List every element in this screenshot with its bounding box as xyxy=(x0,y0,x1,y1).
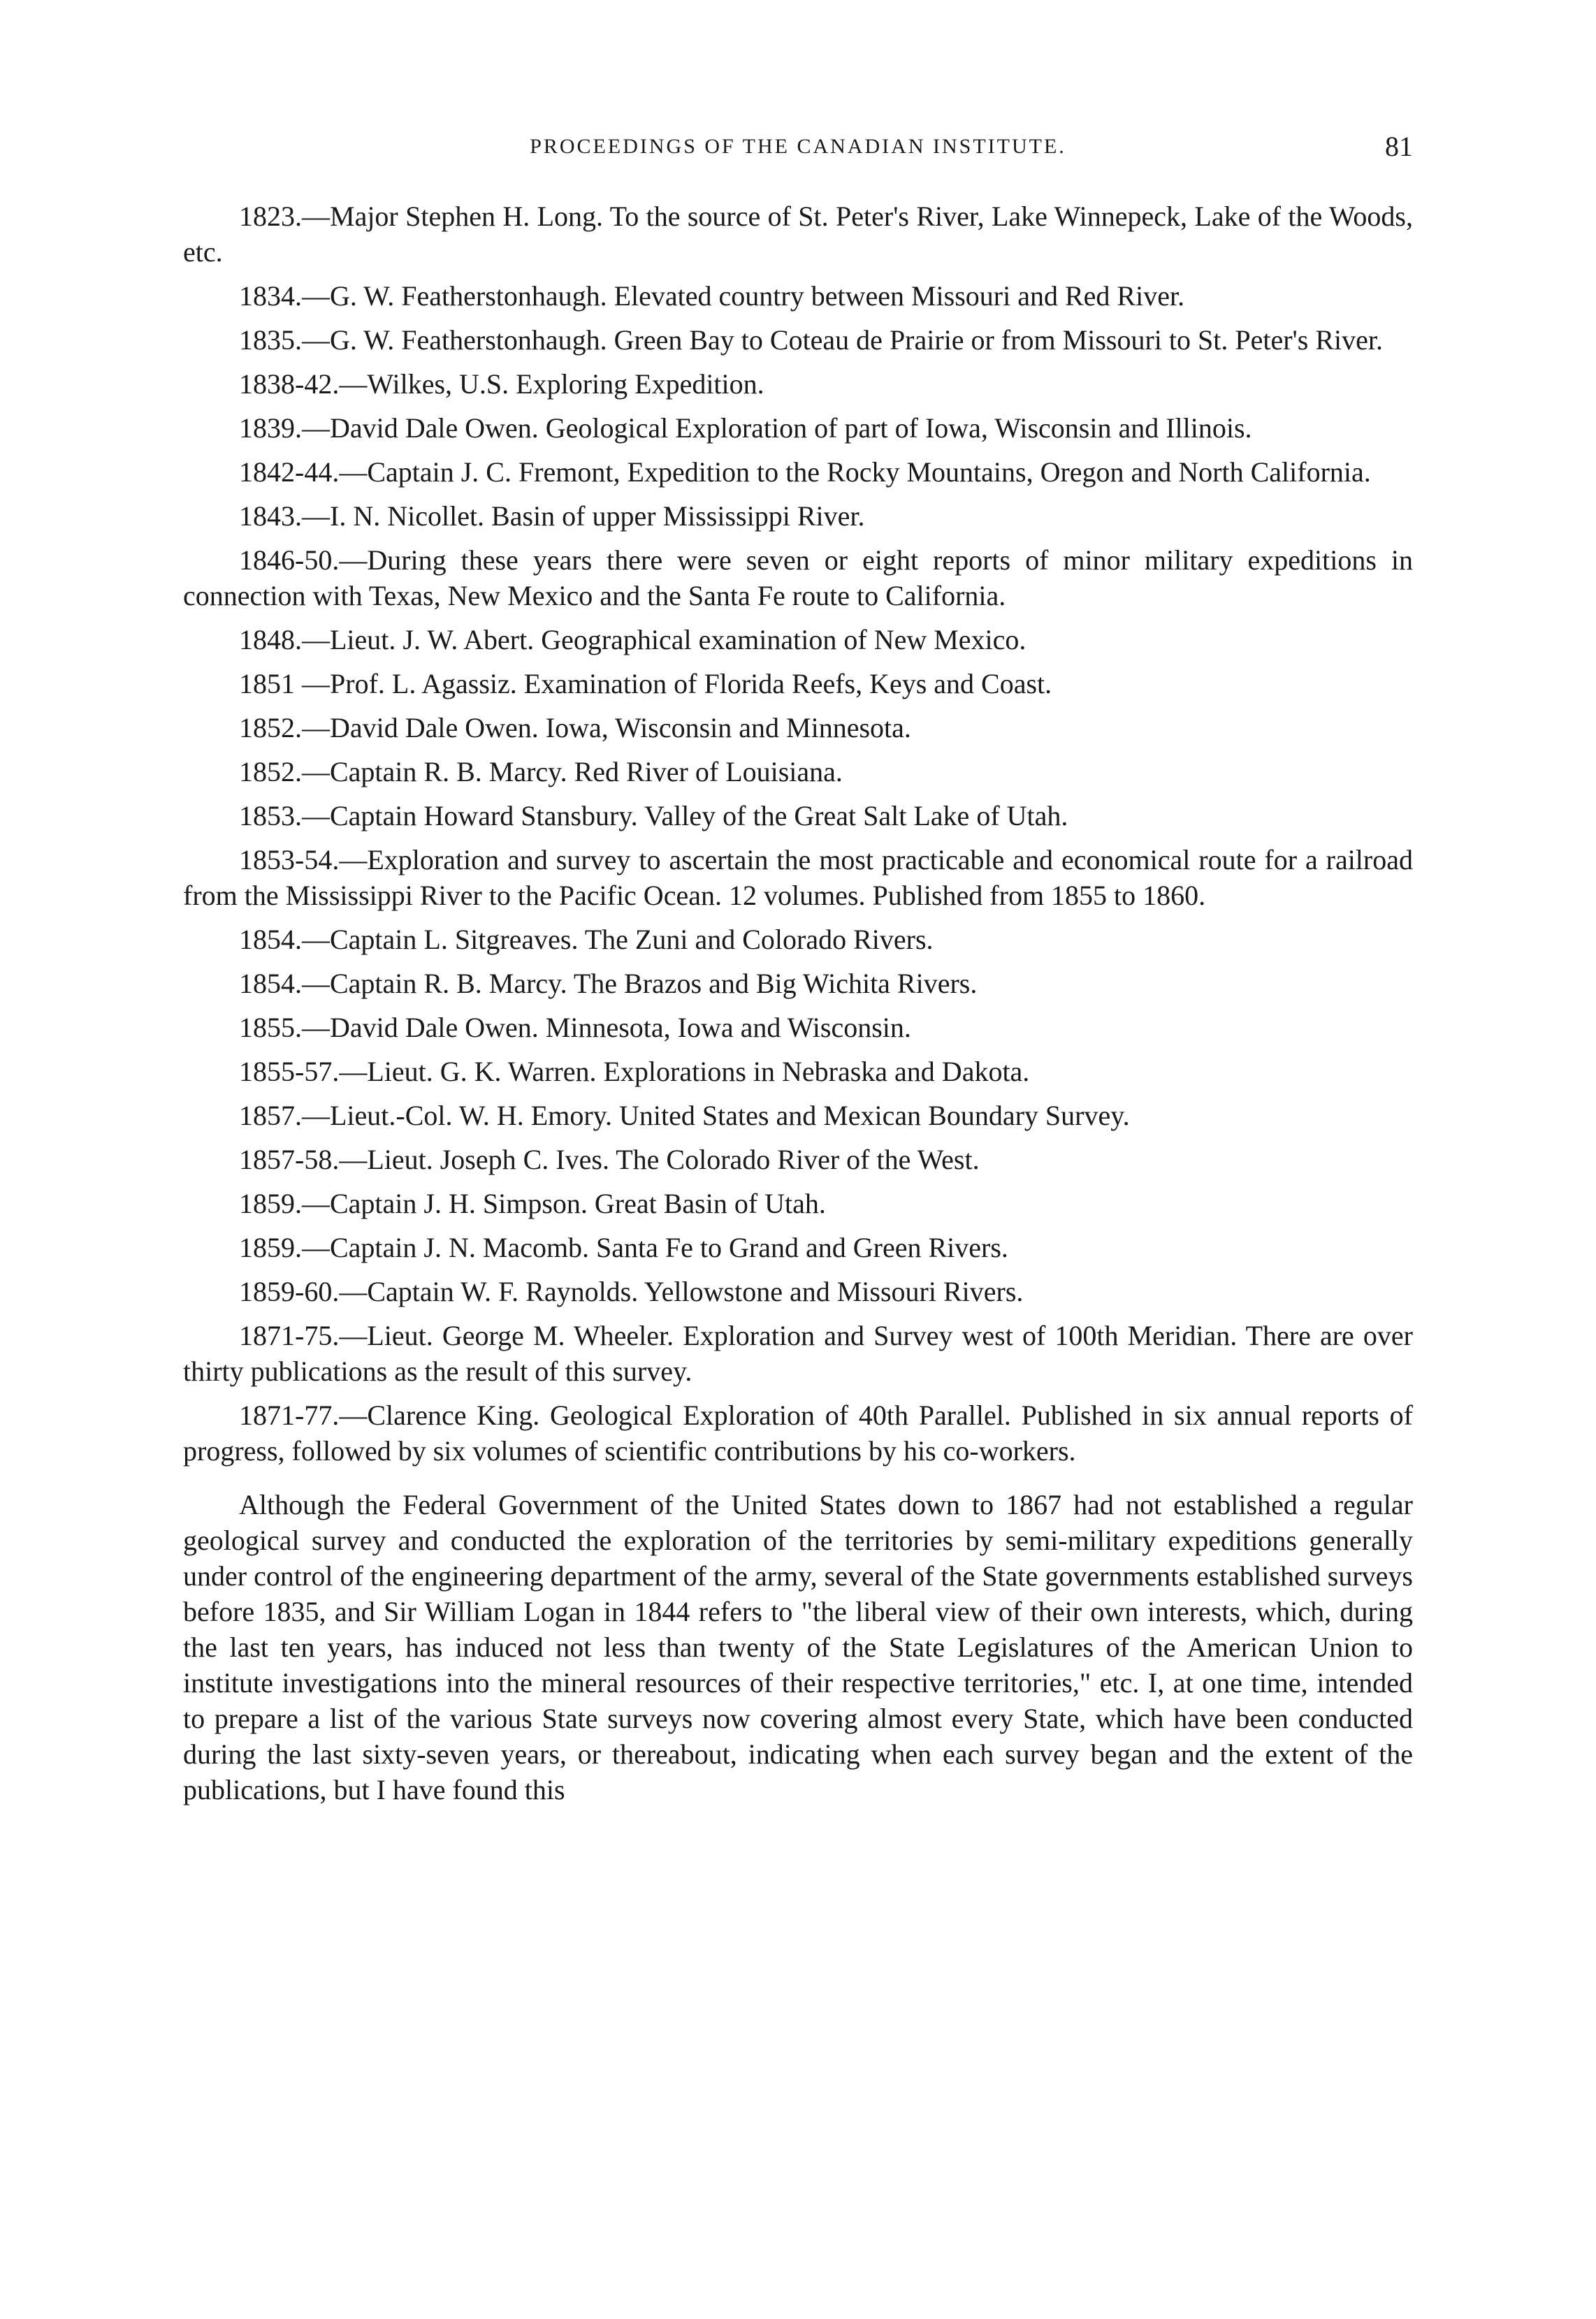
list-item: 1843.—I. N. Nicollet. Basin of upper Mississippi River. xyxy=(239,500,865,532)
list-item: 1852.—David Dale Owen. Iowa, Wisconsin and Minnesota. xyxy=(239,712,911,743)
running-head: PROCEEDINGS OF THE CANADIAN INSTITUTE. xyxy=(530,135,1066,158)
list-item: 1857-58.—Lieut. Joseph C. Ives. The Colorado River of the West. xyxy=(239,1144,980,1175)
page-number: 81 xyxy=(1385,131,1413,162)
list-item: 1848.—Lieut. J. W. Abert. Geographical examination of New Mexico. xyxy=(239,624,1026,655)
list-item: 1855-57.—Lieut. G. K. Warren. Explorations in Nebraska and Dakota. xyxy=(239,1056,1030,1087)
list-item: 1823.—Major Stephen H. Long. To the source of St. Peter's River, Lake Winnepeck, Lake of the Woods, etc. xyxy=(183,201,1413,268)
list-item: 1854.—Captain L. Sitgreaves. The Zuni and Colorado Rivers. xyxy=(239,924,934,955)
list-item: 1857.—Lieut.-Col. W. H. Emory. United States and Mexican Boundary Survey. xyxy=(239,1100,1130,1131)
list-item: 1855.—David Dale Owen. Minnesota, Iowa and Wisconsin. xyxy=(239,1012,911,1043)
list-item: 1853.—Captain Howard Stansbury. Valley of the Great Salt Lake of Utah. xyxy=(239,800,1068,831)
document-page xyxy=(183,133,1413,1808)
list-item: 1851 —Prof. L. Agassiz. Examination of Florida Reefs, Keys and Coast. xyxy=(239,668,1052,699)
list-item: 1839.—David Dale Owen. Geological Exploration of part of Iowa, Wisconsin and Illinois. xyxy=(239,412,1252,444)
list-item: 1835.—G. W. Featherstonhaugh. Green Bay to Coteau de Prairie or from Missouri to St. Peter's River. xyxy=(239,324,1383,356)
list-item: 1859.—Captain J. N. Macomb. Santa Fe to Grand and Green Rivers. xyxy=(239,1232,1008,1263)
list-item: 1838-42.—Wilkes, U.S. Exploring Expedition. xyxy=(239,368,764,400)
list-item: 1852.—Captain R. B. Marcy. Red River of Louisiana. xyxy=(239,756,843,787)
list-item: 1842-44.—Captain J. C. Fremont, Expedition to the Rocky Mountains, Oregon and North California. xyxy=(239,456,1371,488)
list-item: 1846-50.—During these years there were seven or eight reports of minor military expeditions in connection with Texas, New Mexico and the Santa Fe route to California. xyxy=(183,544,1413,611)
body-paragraph: Although the Federal Government of the United States down to 1867 had not established a regular geological survey and conducted the exploration of the territories by semi-military expeditions generally under control of the engineering department of the army, several of the State governments established surveys before 1835, and Sir William Logan in 1844 refers to "the liberal view of their own interests, which, during the last ten years, has induced not less than twenty of the State Legislatures of the American Union to institute investigations into the mineral resources of their respective territories," etc. I, at one time, intended to prepare a list of the various State surveys now covering almost every State, which have been conducted during the last sixty-seven years, or thereabout, indicating when each survey began and the extent of the publications, but I have found this xyxy=(183,1489,1413,1805)
list-item: 1834.—G. W. Featherstonhaugh. Elevated country between Missouri and Red River. xyxy=(239,280,1185,312)
list-item: 1853-54.—Exploration and survey to ascertain the most practicable and economical route for a railroad from the Mississippi River to the Pacific Ocean. 12 volumes. Published from 1855 to 1860. xyxy=(183,844,1413,911)
list-item: 1859.—Captain J. H. Simpson. Great Basin of Utah. xyxy=(239,1188,826,1219)
list-item: 1871-75.—Lieut. George M. Wheeler. Exploration and Survey west of 100th Meridian. There are over thirty publications as the result of this survey. xyxy=(183,1320,1413,1387)
expedition-list xyxy=(183,198,1413,1469)
list-item: 1854.—Captain R. B. Marcy. The Brazos and Big Wichita Rivers. xyxy=(239,968,978,999)
list-item: 1871-77.—Clarence King. Geological Exploration of 40th Parallel. Published in six annual reports of progress, followed by six volumes of scientific contributions by his co-workers. xyxy=(183,1400,1413,1467)
list-item: 1859-60.—Captain W. F. Raynolds. Yellowstone and Missouri Rivers. xyxy=(239,1276,1024,1307)
page-header xyxy=(183,133,1413,175)
